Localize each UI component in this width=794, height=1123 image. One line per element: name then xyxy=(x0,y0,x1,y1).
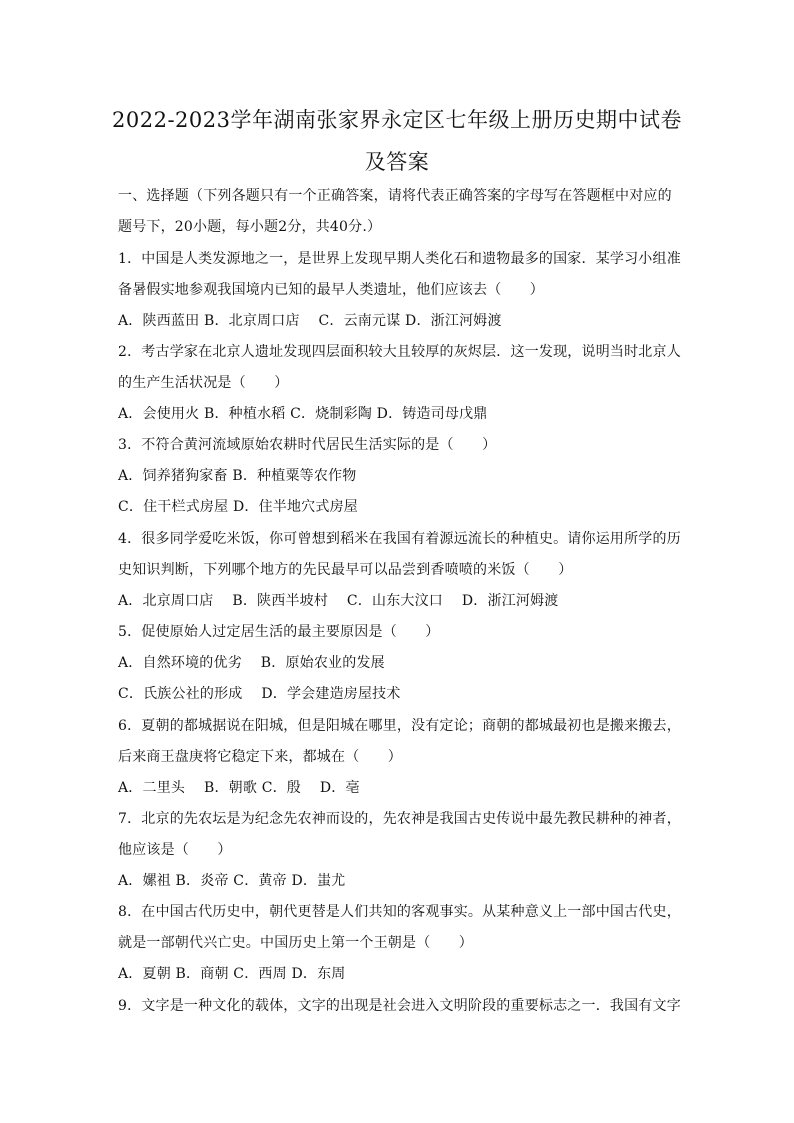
question-5-stem: 5．促使原始人过定居生活的最主要原因是（ ） xyxy=(118,624,440,640)
question-6-options: A．二里头 B．朝歌 C．殷 D．亳 xyxy=(118,780,360,796)
question-3-stem: 3．不符合黄河流域原始农耕时代居民生活实际的是（ ） xyxy=(118,437,497,453)
question-9-stem: 9．文字是一种文化的载体，文字的出现是社会进入文明阶段的重要标志之一．我国有文字 xyxy=(118,998,681,1014)
question-5-options-continued: C．氏族公社的形成 D．学会建造房屋技术 xyxy=(118,686,401,702)
question-7-stem: 7．北京的先农坛是为纪念先农神而设的，先农神是我国古史传说中最先教民耕种的神者， xyxy=(118,811,681,827)
question-1-stem-continued: 备暑假实地参观我国境内已知的最早人类遗址，他们应该去（ ） xyxy=(118,282,544,298)
document-title-continued: 及答案 xyxy=(364,150,430,174)
question-8-options: A．夏朝 B．商朝 C．西周 D．东周 xyxy=(118,966,346,982)
question-3-options-continued: C．住干栏式房屋 D．住半地穴式房屋 xyxy=(118,499,358,515)
question-4-options: A．北京周口店 B．陕西半坡村 C．山东大汶口 D．浙江河姆渡 xyxy=(118,593,559,609)
question-4-stem-continued: 史知识判断，下列哪个地方的先民最早可以品尝到香喷喷的米饭（ ） xyxy=(118,562,573,578)
question-7-stem-continued: 他应该是（ ） xyxy=(118,842,232,858)
question-2-options: A．会使用火 B．种植水稻 C．烧制彩陶 D．铸造司母戊鼎 xyxy=(118,406,488,422)
question-5-options: A．自然环境的优劣 B．原始农业的发展 xyxy=(118,655,385,671)
question-2-stem: 2．考古学家在北京人遗址发现四层面积较大且较厚的灰烬层．这一发现，说明当时北京人 xyxy=(118,344,681,360)
question-2-stem-continued: 的生产生活状况是（ ） xyxy=(118,375,289,391)
section-instructions: 一、选择题（下列各题只有一个正确答案，请将代表正确答案的字母写在答题框中对应的 xyxy=(118,188,672,204)
question-4-stem: 4．很多同学爱吃米饭，你可曾想到稻米在我国有着源远流长的种植史。请你运用所学的历 xyxy=(118,531,681,547)
question-3-options: A．饲养猪狗家畜 B．种植粟等农作物 xyxy=(118,468,357,484)
question-1-options: A．陕西蓝田 B．北京周口店 C．云南元谋 D．浙江河姆渡 xyxy=(118,313,502,329)
question-6-stem-continued: 后来商王盘庚将它稳定下来，都城在（ ） xyxy=(118,749,402,765)
document-title: 2022-2023学年湖南张家界永定区七年级上册历史期中试卷 xyxy=(112,108,682,132)
question-8-stem-continued: 就是一部朝代兴亡史。中国历史上第一个王朝是（ ） xyxy=(118,935,473,951)
question-8-stem: 8．在中国古代历史中，朝代更替是人们共知的客观事实。从某种意义上一部中国古代史， xyxy=(118,904,681,920)
question-1-stem: 1．中国是人类发源地之一，是世界上发现早期人类化石和遗物最多的国家．某学习小组准 xyxy=(118,251,681,267)
question-6-stem: 6．夏朝的都城据说在阳城，但是阳城在哪里，没有定论；商朝的都城最初也是搬来搬去， xyxy=(118,718,681,734)
section-instructions-continued: 题号下，20小题，每小题2分，共40分.） xyxy=(118,219,382,235)
question-7-options: A．嫘祖 B．炎帝 C．黄帝 D．蚩尤 xyxy=(118,873,346,889)
